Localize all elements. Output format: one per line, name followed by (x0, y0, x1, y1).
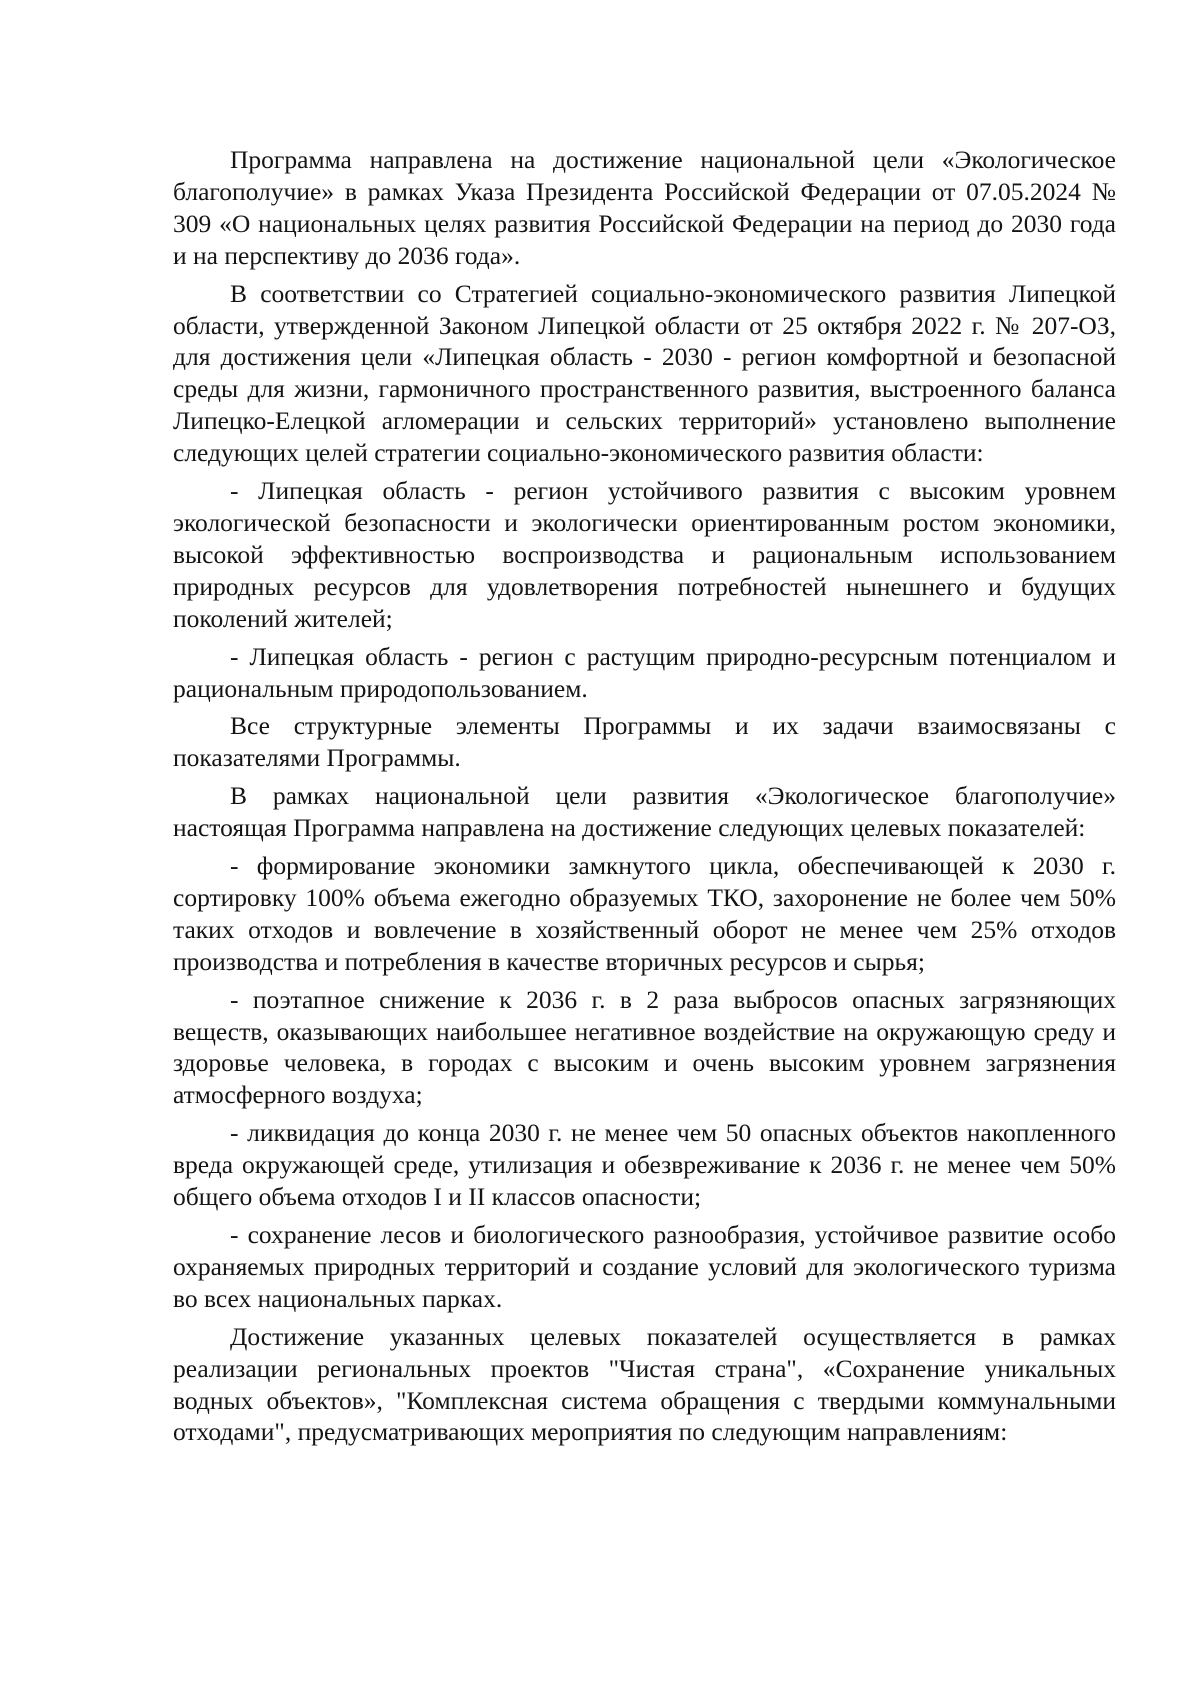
list-item-sustainable-region: - Липецкая область - регион устойчивого развития с высоким уровнем экологической безопасности и экологически ориентированным ростом экономики, высокой эффективностью воспроизводства и рациональным использованием природных ресурсов для удовлетворения потребностей нынешнего и будущих поколений жителей; (173, 476, 1116, 633)
paragraph-regional-projects: Достижение указанных целевых показателей осуществляется в рамках реализации региональных проектов "Чистая страна", «Сохранение уникальных водных объектов», "Комплексная система обращения с твердыми коммунальными отходами", предусматривающих мероприятия по следующим направлениям: (173, 1321, 1116, 1447)
document-page (173, 144, 1116, 1448)
paragraph-strategy: В соответствии со Стратегией социально-экономического развития Липецкой области, утвержденной Законом Липецкой области от 25 октября 2022 г. № 207-ОЗ, для достижения цели «Липецкая область - 2030 - регион комфортной и безопасной среды для жизни, гармоничного пространственного развития, выстроенного баланса Липецко-Елецкой агломерации и сельских территорий» установлено выполнение следующих целей стратегии социально-экономического развития области: (173, 278, 1116, 468)
paragraph-target-indicators: В рамках национальной цели развития «Экологическое благополучие» настоящая Программа направлена на достижение следующих целевых показателей: (173, 781, 1116, 843)
list-item-resource-region: - Липецкая область - регион с растущим природно-ресурсным потенциалом и рациональным природопользованием. (173, 641, 1116, 703)
paragraph-structural-elements: Все структурные элементы Программы и их задачи взаимосвязаны с показателями Программы. (173, 711, 1116, 773)
list-item-emissions-reduction: - поэтапное снижение к 2036 г. в 2 раза выбросов опасных загрязняющих веществ, оказывающих наибольшее негативное воздействие на окружающую среду и здоровье человека, в городах с высоким и очень высоким уровнем загрязнения атмосферного воздуха; (173, 984, 1116, 1110)
list-item-forests-biodiversity: - сохранение лесов и биологического разнообразия, устойчивое развитие особо охраняемых природных территорий и создание условий для экологического туризма во всех национальных парках. (173, 1220, 1116, 1313)
paragraph-national-goal: Программа направлена на достижение национальной цели «Экологическое благополучие» в рамках Указа Президента Российской Федерации от 07.05.2024 № 309 «О национальных целях развития Российской Федерации на период до 2030 года и на перспективу до 2036 года». (173, 145, 1116, 270)
list-item-circular-economy: - формирование экономики замкнутого цикла, обеспечивающей к 2030 г. сортировку 100% объема ежегодно образуемых ТКО, захоронение не более чем 50% таких отходов и вовлечение в хозяйственный оборот не менее чем 25% отходов производства и потребления в качестве вторичных ресурсов и сырья; (173, 851, 1116, 976)
list-item-accumulated-harm: - ликвидация до конца 2030 г. не менее чем 50 опасных объектов накопленного вреда окружающей среде, утилизация и обезвреживание к 2036 г. не менее чем 50% общего объема отходов I и II классов опасности; (173, 1118, 1116, 1212)
